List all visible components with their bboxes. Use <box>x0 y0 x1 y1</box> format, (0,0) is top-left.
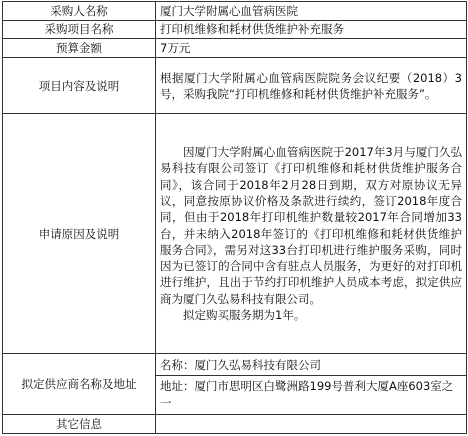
project-content-label: 项目内容及说明 <box>3 58 156 114</box>
budget-value: 7万元 <box>156 39 467 58</box>
supplier-address: 地址：厦门市思明区白鹭洲路199号普利大厦A座603室之一 <box>160 379 454 410</box>
row-project-content <box>3 58 467 114</box>
project-name-value: 打印机维修和耗材供货维护补充服务 <box>156 20 467 39</box>
row-project-name <box>3 20 467 39</box>
row-reason <box>3 114 467 353</box>
reason-value <box>156 114 467 353</box>
row-other <box>3 415 467 434</box>
other-value <box>156 415 467 434</box>
row-purchaser <box>3 2 467 21</box>
reason-paragraph-2: 拟定购买服务期为1年。 <box>183 308 306 322</box>
supplier-label: 拟定供应商名称及地址 <box>3 353 156 414</box>
project-name-label: 采购项目名称 <box>3 20 156 39</box>
supplier-name: 名称：厦门久弘易科技有限公司 <box>156 355 466 376</box>
budget-label: 预算金额 <box>3 39 156 58</box>
reason-paragraph-1: 因厦门大学附属心血管病医院于2017年3月与厦门久弘易科技有限公司签订《打印机维修和耗材供货维护服务合同》，该合同于2018年2月28日到期，双方对原协议无异议，同意按原协议价格及条款进行续约，签订2018年度合同，但由于2018年打印机维护数量较2017年合同增加33台，并未纳入2018年签订的《打印机维修和耗材供货维护服务合同》，需另对这33台打印机进行维护服务采购，同时因为已签订的合同中含有驻点人员服务，为更好的对打印机进行维护，且出于节约打印机维护人员成本考虑，拟定供应商为厦门久弘易科技有限公司。 <box>160 145 462 306</box>
procurement-info-table <box>2 1 467 434</box>
row-budget <box>3 39 467 58</box>
supplier-value <box>156 353 467 414</box>
purchaser-value: 厦门大学附属心血管病医院 <box>156 2 467 21</box>
purchaser-label: 采购人名称 <box>3 2 156 21</box>
row-supplier <box>3 353 467 414</box>
project-content-value: 根据厦门大学附属心血管病医院院务会议纪要（2018）3号，采购我院“打印机维修和耗材供货维护补充服务”。 <box>156 58 467 114</box>
other-label: 其它信息 <box>3 415 156 434</box>
reason-label: 申请原因及说明 <box>3 114 156 353</box>
